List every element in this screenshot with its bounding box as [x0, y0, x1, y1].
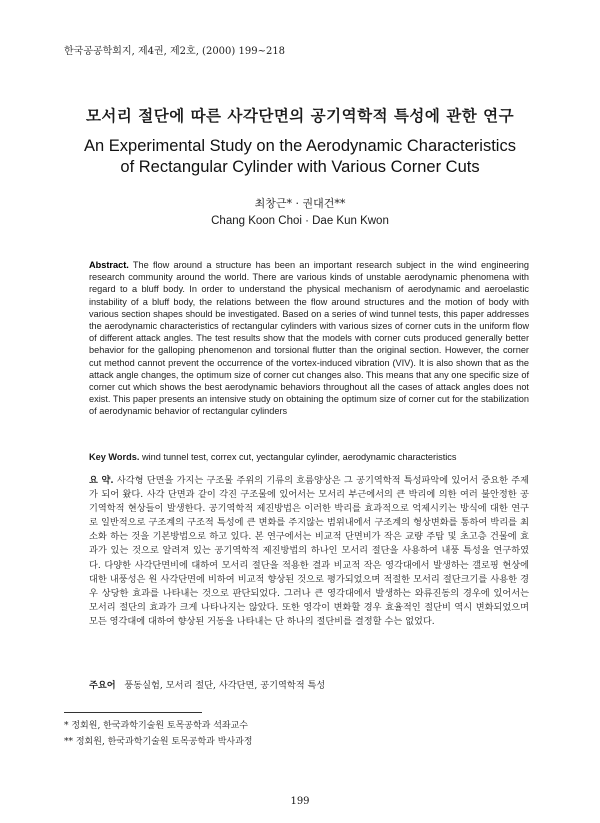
english-title	[80, 136, 520, 178]
keywords-text: wind tunnel test, correx cut, yectangular cylinder, aerodynamic characteristics	[141, 452, 457, 462]
journal-header: 한국공공학회지, 제4권, 제2호, (2000) 199~218	[64, 46, 286, 57]
english-title-line2: of Rectangular Cylinder with Various Corner Cuts	[120, 158, 480, 176]
footnote-second: ** 정회원, 한국과학기술원 토목공학과 박사과정	[64, 737, 253, 747]
abstract	[89, 259, 529, 418]
korean-summary	[89, 474, 529, 629]
korean-keywords	[89, 677, 529, 691]
keywords-label: Key Words.	[89, 452, 140, 462]
abstract-label: Abstract.	[89, 260, 129, 270]
summary-label: 요 약.	[89, 475, 114, 486]
korean-keywords-label: 주요어	[89, 680, 116, 691]
authors-english: Chang Koon Choi · Dae Kun Kwon	[211, 215, 389, 227]
english-title-line1: An Experimental Study on the Aerodynamic Characteristics	[84, 137, 516, 155]
page-number: 199	[290, 796, 310, 807]
keywords	[89, 452, 529, 462]
summary-text: 사각형 단면을 가지는 구조물 주위의 기류의 흐름양상은 그 공기역학적 특성파악에 있어서 중요한 주제가 되어 왔다. 사각 단면과 같이 각진 구조물에 있어서는 모서리 부근에서의 큰 박리에 의한 여러 불안정한 공기역학적 현상들이 발생한다. 공기역학적 제진방법은 이러한 박리를 효과적으로 억제시키는 방식에 대한 연구로 일반적으로 구조계의 구조적 특성에 큰 변화를 주지않는 범위내에서 구조계의 형상변화를 통하여 박리를 최소화 하는 것을 기본방법으로 하고 있다. 본 연구에서는 비교적 단면비가 작은 교량 주탑 및 초고층 건물에 효과가 있는 것으로 알려져 있는 공기역학적 제진방법의 하나인 모서리 절단을 사용하여 내풍 특성을 연구하였다. 다양한 사각단면비에 대하여 모서리 절단을 적용한 결과 비교적 작은 영각대에서 발생하는 갤로핑 현상에 대한 내풍성은 원 사각단면에 비하여 비교적 향상된 것으로 평가되었으며 적절한 모서리 절단크기를 사용한 경우 상당한 효과를 나타내는 것으로 판단되었다. 그러나 큰 영각대에서 발생하는 와류진동의 경우에 있어서는 모서리 절단의 효과가 크게 나타나지는 않았다. 또한 영각이 변화할 경우 효율적인 절단비 역시 변화되었으며 모든 영각대에 대하여 향상된 거동을 나타내는 단 하나의 절단비를 결정할 수는 없었다.	[89, 475, 529, 627]
korean-keywords-text: 풍동실험, 모서리 절단, 사각단면, 공기역학적 특성	[124, 680, 326, 691]
authors-korean: 최창근* · 권대건**	[254, 197, 346, 210]
abstract-text: The flow around a structure has been an important research subject in the wind engineering research community around the world. There are various kinds of unstable aerodynamic phenomena with regard to a bluff body. In order to understand the physical mechanism of aerodynamic and aeroelastic instability of a bluff body, the relations between the flow around structures and the motion of body with various section shapes should be investigated. Based on a series of wind tunnel tests, this paper addresses the aerodynamic characteristics of rectangular cylinders with various sizes of corner cuts in the uniform flow of different attack angles. The test results show that the models with corner cuts produced generally better behavior for the galloping phenomenon and torsional flutter than the original section. However, the corner cut method cannot prevent the occurrence of the vortex-induced vibration (VIV). It is also shown that as the attack angle changes, the optimum size of corner cut changes also. This means that any one specific size of corner cut which shows the best aerodynamic behaviors throughout all the cases of attack angles does not exist. This paper presents an intensive study on obtaining the optimum size of corner cut for the stabilization of aerodynamic behavior of rectangular cylinders	[89, 260, 530, 417]
korean-title: 모서리 절단에 따른 사각단면의 공기역학적 특성에 관한 연구	[85, 107, 515, 125]
footnote-divider	[64, 712, 202, 713]
footnote-first: * 정회원, 한국과학기술원 토목공학과 석좌교수	[64, 721, 248, 731]
